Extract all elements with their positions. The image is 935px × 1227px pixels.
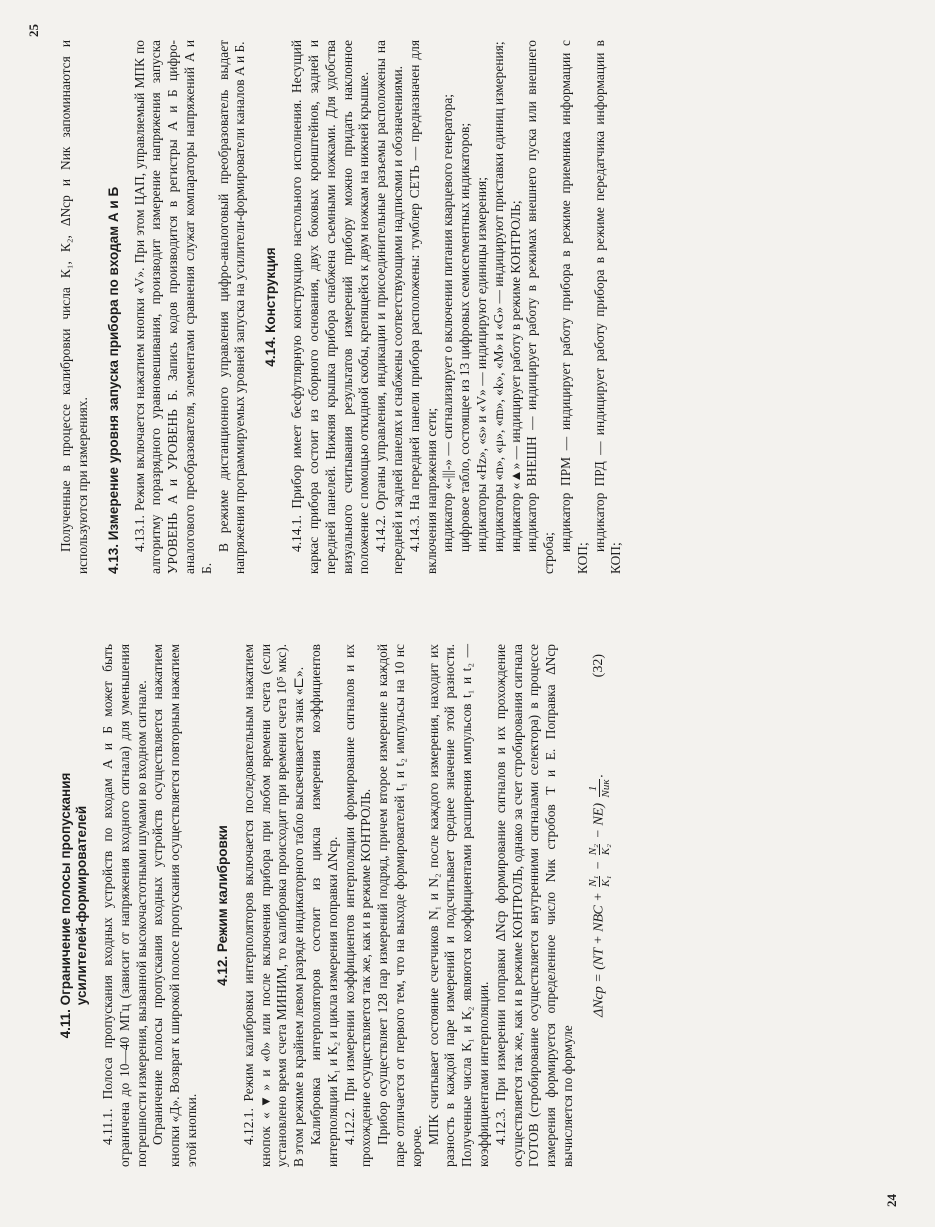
formula-lhs: ΔNср = (NT + NВС + (591, 892, 607, 1017)
section-4-12-heading: 4.12. Режим калибровки (214, 825, 230, 986)
formula-number: (32) (591, 654, 607, 678)
fraction: 1 Nик (586, 779, 612, 798)
paragraph: 4.13.1. Режим включается нажатием кнопки «V». При этом ЦАП, управляемый МПК по алгоритму поразрядного уравновешивания, производит измерение напряжения запуска УРОВЕНЬ А и УРОВЕНЬ Б. Запись кодов производится в регистры А и Б цифро-аналогового преобразователя, элементами сравнения служат компараторы напряжений А и Б. (131, 40, 214, 574)
paragraph: индикатор «▲» — индицирует работу в режиме КОНТРОЛЬ; (507, 200, 523, 552)
page-number: 25 (26, 24, 41, 37)
paragraph: индикаторы «Hz», «s» и «V» — индицируют единицы измерения; (473, 177, 489, 552)
paragraph: 4.14.3. На передней панели прибора расположены: тумблер СЕТЬ — предназначен для включения напряжения сети; (406, 40, 439, 574)
paragraph: 4.12.2. При измерении коэффициентов интерполяции формирование сигналов и их прохождение осуществляется так же, как и в режиме КОНТРОЛЬ. (341, 644, 374, 1167)
paragraph: индикатор ПРМ — индицирует работу прибора в режиме приемника информации с КОП; (557, 40, 590, 574)
paragraph: индикатор ВНЕШН — индицирует работу в режимах внешнего пуска или внешнего строба; (524, 40, 557, 574)
paragraph: 4.11.1. Полоса пропускания входных устройств по входам А и Б может быть ограничена до 10—40 МГц (зависит от напряжения входного сигнала) для уменьшения погрешности измерения, вызванной высокочастотными шумами во входном сигнале. (100, 644, 149, 1167)
section-4-11-heading (58, 644, 90, 1167)
paragraph: 4.14.2. Органы управления, индикации и присоединительные разъемы расположены на передней и задней панелях и снабжены соответствующими надписями и обозначениями. (373, 40, 405, 574)
paragraph: 4.12.1. Режим калибровки интерполяторов включается последовательным нажатием кнопок «▼» и «0» или после включения прибора при любом времени счета (если установлено время счета МИНИМ, то калибровка происходит при времени счета 10⁵ мкс). В этом режиме в крайнем левом разряде индикаторного табло высвечивается знак «⊏». (240, 644, 307, 1167)
left-page (0, 614, 935, 1227)
paragraph: Калибровка интерполяторов состоит из цикла измерения коэффициентов интерполяции К₁ и К₂ и цикла измерения поправки ΔNср. (307, 644, 340, 1167)
paragraph: В режиме дистанционного управления цифро-аналоговый преобразователь выдает напряжения программируемых уровней запуска на усилители-формирователи каналов А и Б. (215, 40, 248, 574)
fraction: N₂ K₂ (586, 843, 612, 856)
section-4-14-heading: 4.14. Конструкция (263, 247, 279, 367)
paragraph: МПК считывает состояние счетчиков N₁ и N₂ после каждого измерения, находит их разность в каждой паре измерений и подсчитывает среднее значение этой разности. Полученные числа К₁ и К₂ являются коэффициентами расширения импульсов t₁ и t₂ — коэффициентами интерполяции. (425, 644, 491, 1167)
paragraph: Полученные в процессе калибровки числа К₁, К₂, ΔNср и Nик запоминаются и используются при измерениях. (58, 40, 90, 574)
paragraph: индикатор «-|||-» — сигнализирует о включении питания кварцевого генератора; (440, 94, 456, 552)
fraction: N₁ K₁ (586, 875, 612, 887)
paragraph: 4.14.1. Прибор имеет бесфутлярную конструкцию настольного исполнения. Несущий каркас прибора состоит из сборного основания, двух боковых кронштейнов, задней и передней панелей. Нижняя крышка прибора снабжена съемными ножками. Для удобства визуального считывания результатов измерений прибору можно придать наклонное положение с помощью откидной скобы, крепящейся к двум ножкам на нижней крышке. (289, 40, 372, 574)
paragraph: индикаторы «n», «μ», «m», «k», «M» и «G» — индицируют приставки единиц измерения; (490, 41, 506, 552)
paragraph: Прибор осуществляет 128 пар измерений подряд, причем второе измерение в каждой паре отличается от первого тем, что на выходе формирователей t₁ и t₂ импульсы на 10 нс короче. (375, 644, 424, 1167)
paragraph: Ограничение полосы пропускания входных устройств осуществляется нажатием кнопки «Д». Возврат к широкой полосе пропускания осуществляется повторным нажатием этой кнопки. (150, 644, 199, 1167)
section-4-13-heading: 4.13. Измерение уровня запуска прибора по входам А и Б (105, 186, 121, 574)
formula-tail: − NE) (591, 802, 607, 839)
formula-minus: − (591, 860, 607, 871)
heading-line: 4.11. Ограничение полосы пропускания (58, 772, 73, 1039)
paragraph: 4.12.3. При измерении поправки ΔNср формирование сигналов и их прохождение осуществляется так же, как и в режиме КОНТРОЛЬ, однако за счет стробирования сигнала ГОТОВ (стробирование осуществляется внутренними сигналами селектора) в процессе измерения формируется определенное число Nик стробов Т и Е. Поправка ΔNср вычисляется по формуле (492, 644, 575, 1167)
heading-line: усилителей-формирователей (74, 805, 89, 1006)
paragraph: цифровое табло, состоящее из 13 цифровых семисегментных индикаторов; (457, 122, 473, 552)
formula-32: ΔNср = (NT + NВС + N₁ K₁ − N₂ K₂ − NE) 1 Nик . (32) (586, 654, 612, 1017)
paragraph: индикатор ПРД — индицирует работу прибора в режиме передатчика информации в КОП; (591, 40, 624, 574)
page-number: 24 (884, 1194, 899, 1207)
